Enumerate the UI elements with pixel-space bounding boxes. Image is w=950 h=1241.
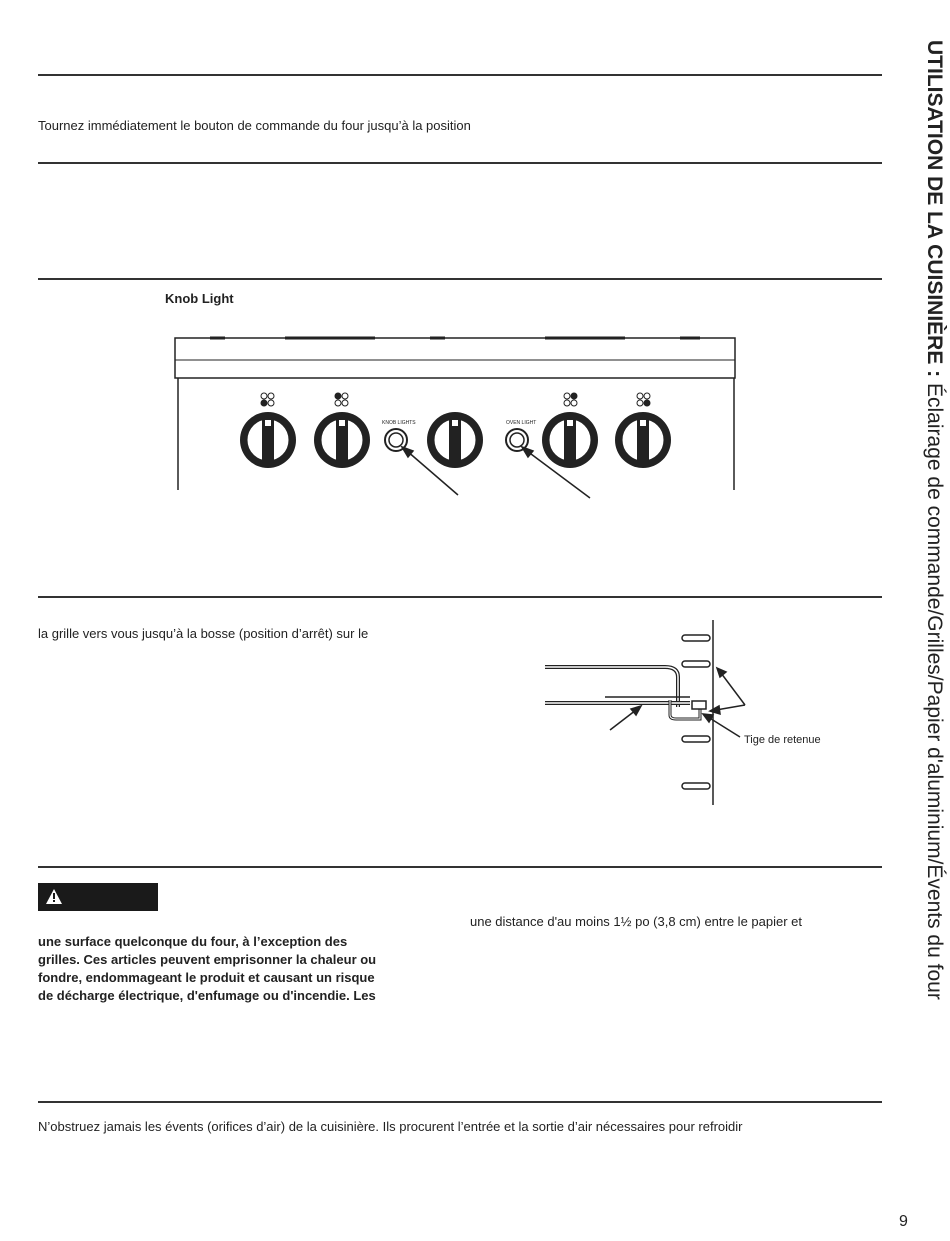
section-rule-6 [38,1101,882,1103]
rack-instruction-text: la grille vers vous jusqu’à la bosse (position d’arrêt) sur le [38,626,369,641]
knob-light-heading: Knob Light [165,291,234,306]
foil-distance-text: une distance d'au moins 1½ po (3,8 cm) entre le papier et [470,914,803,929]
vents-text: N’obstruez jamais les évents (orifices d’air) de la cuisinière. Ils procurent l’entrée et la sortie d’air nécessaires pour refroidir [38,1119,743,1134]
oven-light-label: OVEN LIGHT [506,420,537,426]
warning-line-2: grilles. Ces articles peuvent emprisonner la chaleur ou [38,952,377,967]
section-rule-4 [38,596,882,598]
warning-line-4: de décharge électrique, d'enfumage ou d'incendie. Les [38,988,376,1003]
burner-knob-3 [542,412,598,468]
control-panel-illustration [170,330,740,500]
section-rule-5 [38,866,882,868]
warning-line-3: fondre, endommageant le produit et causant un risque [38,970,375,985]
section-rule-1 [38,74,882,76]
oven-knob [427,412,483,468]
warning-badge [38,883,158,911]
section-rule-3 [38,278,882,280]
retaining-rod-label: Tige de retenue [744,734,821,746]
sidebar-title [916,40,946,1180]
section-rule-2 [38,162,882,164]
page-number: 9 [899,1213,908,1230]
warning-icon [46,889,62,904]
sidebar-title-bold: UTILISATION DE LA CUISINIÈRE : [923,40,946,378]
oven-control-text: Tournez immédiatement le bouton de commande du four jusqu’à la position [38,118,471,133]
sidebar-title-rest: Éclairage de commande/Grilles/Papier d'aluminium/Évents du four [923,377,946,1000]
burner-knob-1 [240,412,296,468]
burner-knob-2 [314,412,370,468]
burner-knob-4 [615,412,671,468]
warning-line-1: une surface quelconque du four, à l’exception des [38,934,348,949]
knob-lights-label: KNOB LIGHTS [382,420,416,426]
oven-rack-illustration [540,615,850,815]
